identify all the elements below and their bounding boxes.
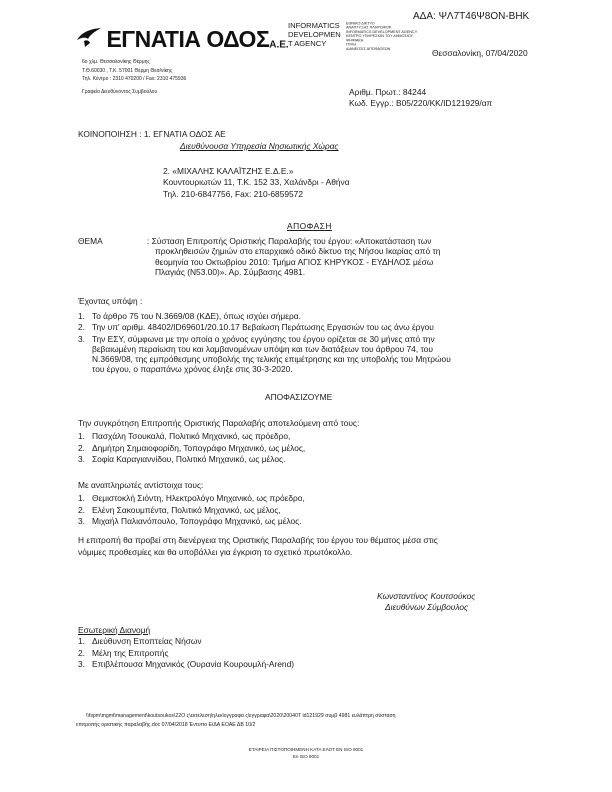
small-print-line: ΨΗΦΙΑΚΗ xyxy=(346,38,364,43)
address-line: 6ο χλμ. Θεσσαλονίκης Θέρμης xyxy=(82,59,150,65)
ada-code: ΑΔΑ: ΨΛ7Τ46Ψ8ΟΝ-ΒΗΚ xyxy=(413,11,530,22)
considering-title: Έχοντας υπόψη : xyxy=(78,296,143,306)
subject-text xyxy=(147,236,538,277)
registry-code: Κωδ. Εγγρ.: Β05/220/ΚΚ/ID121929/απ xyxy=(349,98,493,108)
list-item xyxy=(78,431,305,443)
footer-cert-line: ΕΤΑΙΡΕΙΑ ΠΙΣΤΟΠΟΙΗΜΕΝΗ ΚΑΤΑ ΕΛΟΤ ΕΝ ISO 9001 xyxy=(248,747,364,752)
address-line: Τηλ. Κέντρο : 2310 470200 / Fax: 2310 475936 xyxy=(82,76,187,83)
logo-suffix: Α.Ε. xyxy=(269,39,289,51)
subject-label: ΘΕΜΑ xyxy=(78,236,103,246)
list-item xyxy=(78,516,305,528)
small-print-line: ΠΥΛΗ xyxy=(346,42,357,47)
item-text: Διεύθυνση Εποπτείας Νήσων xyxy=(92,636,202,646)
closing-line: Η επιτροπή θα προβεί στη διενέργεια της Οριστικής Παραλαβής του έργου του θέματος μέσα στις xyxy=(78,535,438,545)
item-text: Την ΕΣΥ, σύμφωνα με την οποία ο χρόνος εγγύησης του έργου ορίζεται σε 30 μήνες από την xyxy=(92,333,435,344)
subject-line: Πλαγιάς (Ν53.00)». Αρ. Σύμβασης 4981. xyxy=(155,266,306,277)
recipient-phone: Τηλ. 210-6847756, Fax: 210-6859572 xyxy=(163,188,304,199)
address-line: Τ.Θ.60030 , Τ.Κ. 57001 Θέρμη Θεσ/νίκης xyxy=(82,67,173,74)
footer-line: επιτροπής οριστικής παραλαβής.doc 07/04/2018 Έντυπο Ε/ΔΑ ΕΟΑΕ ΔΒ 10/2 xyxy=(76,722,256,728)
substitutes-intro: Με αναπληρωτές αντίστοιχα τους: xyxy=(78,480,204,490)
substitutes-list xyxy=(78,493,305,528)
list-item xyxy=(78,311,538,321)
small-print-line: ΚΕΝΤΡΟ ΥΠΗΡΕΣΙΩΝ ΤΟΥ ΔΗΜΟΣΙΟΥ xyxy=(346,33,414,38)
item-number: 1. xyxy=(78,311,85,321)
list-item xyxy=(78,636,294,648)
signature-title: Διευθύνων Σύμβουλος xyxy=(385,602,469,612)
list-item xyxy=(78,322,538,332)
footer-certification xyxy=(0,746,612,760)
footer-cert-line: En ISO 9001 xyxy=(292,754,320,759)
closing-line: νόμιμες προθεσμίες και θα υποβάλλει για έγκριση το σχετικό πρωτόκολλο. xyxy=(78,546,353,557)
logo-bird-icon xyxy=(76,26,102,53)
item-number: 1. xyxy=(78,636,85,646)
list-item xyxy=(78,454,305,466)
informatics-line: DEVELOPMEN xyxy=(288,30,341,39)
item-text: Θεμιστοκλή Σιόντη, Ηλεκτρολόγο Μηχανικό, ως πρόεδρο, xyxy=(92,493,305,503)
recipient-name: 2. «ΜΙΧΑΛΗΣ ΚΑΛΑΪΤΖΗΣ Ε.Δ.Ε.» xyxy=(163,166,294,176)
item-text: Μέλη της Επιτροπής xyxy=(92,647,169,658)
item-text: Μιχαήλ Παλιανόπουλο, Τοπογράφο Μηχανικό, ως μέλος. xyxy=(92,516,302,527)
logo xyxy=(76,26,289,56)
internal-distribution-title: Εσωτερική Διανομή xyxy=(78,625,151,635)
address-block xyxy=(82,58,186,96)
list-item xyxy=(78,505,305,517)
item-text: Δημήτρη Σημαιοφορίδη, Τοπογράφο Μηχανικό, ως μέλος, xyxy=(92,442,306,453)
list-item xyxy=(78,443,305,455)
footer-file-path xyxy=(76,712,396,730)
item-text: Το άρθρο 75 του Ν.3669/08 (ΚΔΕ), όπως ισχύει σήμερα. xyxy=(92,311,301,321)
item-text: Ελένη Σακουμπέντα, Πολιτικό Μηχανικό, ως μέλος, xyxy=(92,504,281,515)
signature-name: Κωνσταντίνος Κουτσούκος xyxy=(377,591,476,601)
subject-line: προκληθεισών ζημιών στο επαρχιακό οδικό δίκτυο της Νήσου Ικαρίας από τη xyxy=(155,246,441,257)
decide-title: ΑΠΟΦΑΣΙΖΟΥΜΕ xyxy=(265,392,333,402)
item-text: του έργου, ο παραπάνω χρόνος έληξε στις 30-3-2020. xyxy=(92,364,293,375)
subject-line: θεομηνία του Οκτωβρίου 2010: Τμήμα ΑΓΙΟΣ ΚΗΡΥΚΟΣ - ΕΥΔΗΛΟΣ μέσω xyxy=(155,256,434,267)
item-number: 3. xyxy=(78,454,85,465)
decision-title: ΑΠΟΦΑΣΗ xyxy=(287,221,332,231)
logo-name: ΕΓΝΑΤΙΑ ΟΔΟΣ xyxy=(106,26,270,52)
list-item xyxy=(78,659,294,671)
item-number: 1. xyxy=(78,493,85,503)
item-number: 1. xyxy=(78,431,85,441)
committee-list xyxy=(78,431,305,466)
committee-intro: Την συγκρότηση Επιτροπής Οριστικής Παραλαβής αποτελούμενη από τους: xyxy=(78,418,360,428)
item-text: Σοφία Καραγιαννίδου, Πολιτικό Μηχανικό, ως μέλος. xyxy=(92,454,286,465)
recipient-address: Κουντουριωτών 11, Τ.Κ. 152 33, Χαλάνδρι - Αθήνα xyxy=(163,177,350,188)
protocol-number: Αριθμ. Πρωτ.: 84244 xyxy=(349,87,427,97)
item-number: 3. xyxy=(78,516,85,527)
small-print-line: ΔΙΑΝΕΟΣΙΣ ΑΠΟΦΑΣΕΩΝ xyxy=(346,46,391,51)
item-number: 2. xyxy=(78,504,85,515)
item-text: βεβαιωμένη περαίωση του και λαμβανομένων υπόψη και των διατάξεων του άρθρου 74, του xyxy=(92,343,433,354)
small-print-line: ΕΘΝΙΚΟ ΔΙΚΤΥΟ xyxy=(346,21,375,26)
subject-line: : Σύσταση Επιτροπής Οριστικής Παραλαβής του έργου: «Αποκατάσταση των xyxy=(147,236,432,246)
item-number: 2. xyxy=(78,647,85,658)
item-text: Επιβλέπουσα Μηχανικός (Ουρανία Κουρουμλή-Arend) xyxy=(92,659,295,669)
item-text: Την υπ' αριθμ. 48402/ID69601/20.10.17 Βεβαίωση Περάτωσης Εργασιών του ως άνω έργου xyxy=(92,322,434,333)
item-number: 2. xyxy=(78,322,85,333)
informatics-label xyxy=(288,21,341,48)
closing-paragraph xyxy=(78,535,538,558)
internal-distribution-list xyxy=(78,636,294,671)
list-item xyxy=(78,648,294,660)
list-item xyxy=(78,334,538,375)
informatics-small-print xyxy=(346,21,417,51)
place-date: Θεσσαλονίκη, 07/04/2020 xyxy=(432,48,528,58)
footer-line: \\fspm\mgmt\management\koutsoukos\22Ο ς\εκτελεση\ηλεκ\εγγραφα ς\εγγραφα\2020\20040Τ id121929 συμβ 4981 ευλάπτρη σύσταση xyxy=(86,713,396,719)
small-print-line: ΑΝΑΠΤΥΞΗΣ ΠΛΗΡΟΦΟΡ. xyxy=(346,25,392,30)
recipient-block xyxy=(163,166,350,200)
list-item xyxy=(78,493,305,505)
informatics-line: T AGENCY xyxy=(288,39,327,48)
koinopoiisi-label: ΚΟΙΝΟΠΟΙΗΣΗ : 1. ΕΓΝΑΤΙΑ ΟΔΟΣ ΑΕ xyxy=(78,129,226,139)
item-number: 3. xyxy=(78,333,85,344)
item-text: Πασχάλη Τσουκαλά, Πολιτικό Μηχανικό, ως πρόεδρο, xyxy=(92,431,291,441)
informatics-line: INFORMATICS xyxy=(288,21,340,30)
item-number: 2. xyxy=(78,442,85,453)
address-line: Γραφείο Διευθύνοντος Συμβούλου xyxy=(82,88,158,95)
small-print-line: INFORMATICS DEVELOPMENT AGENCY xyxy=(346,29,418,34)
koinopoiisi-sub: Διευθύνουσα Υπηρεσία Νησιωτικής Χώρας xyxy=(180,141,339,151)
item-number: 3. xyxy=(78,659,85,669)
considering-list xyxy=(78,311,538,375)
item-text: Ν.3669/08, της εμπρόθεσμης υποβολής της τελικής επιμέτρησης και της υποβολής του Μητρώου xyxy=(92,354,451,365)
